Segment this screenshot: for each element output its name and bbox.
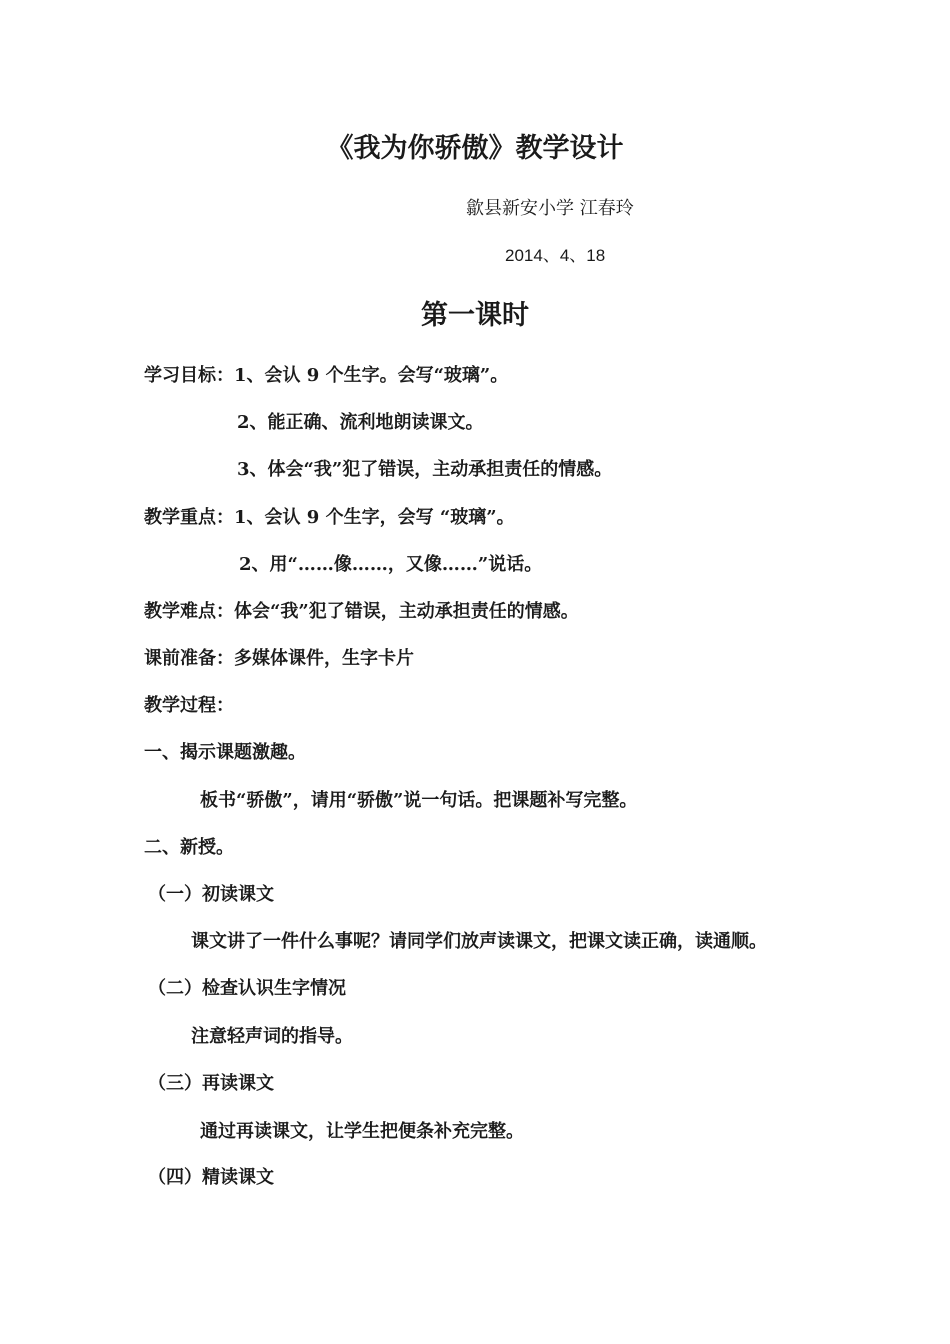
subsection-1-text: 课文讲了一件什么事呢？请同学们放声读课文，把课文读正确，读通顺。 xyxy=(191,931,767,952)
section-one-text: 板书“骄傲”，请用“骄傲”说一句话。把课题补写完整。 xyxy=(200,790,638,811)
document-title: 《我为你骄傲》教学设计 xyxy=(326,133,624,164)
subsection-2-text: 注意轻声词的指导。 xyxy=(191,1026,353,1047)
teaching-process-heading: 教学过程： xyxy=(144,695,234,716)
author-line: 歙县新安小学 江春玲 xyxy=(466,198,634,219)
subsection-2-heading: （二）检查认识生字情况 xyxy=(148,978,346,999)
section-one-heading: 一、揭示课题激趣。 xyxy=(144,742,306,763)
learning-goal-2: 2、能正确、流利地朗读课文。 xyxy=(237,412,484,433)
subsection-3-heading: （三）再读课文 xyxy=(148,1073,274,1094)
subsection-1-heading: （一）初读课文 xyxy=(148,884,274,905)
teaching-difficulty: 教学难点：体会“我”犯了错误，主动承担责任的情感。 xyxy=(144,601,579,622)
date-line: 2014、4、18 xyxy=(505,246,606,265)
lesson-heading: 第一课时 xyxy=(421,300,529,331)
learning-goal-1: 学习目标：1、会认 9 个生字。会写“玻璃”。 xyxy=(144,365,509,386)
subsection-3-text: 通过再读课文，让学生把便条补充完整。 xyxy=(200,1121,524,1142)
lesson-preparation: 课前准备：多媒体课件，生字卡片 xyxy=(144,648,414,669)
teaching-focus-2: 2、用“……像……，又像……”说话。 xyxy=(239,554,543,575)
section-two-heading: 二、新授。 xyxy=(144,837,234,858)
learning-goal-3: 3、体会“我”犯了错误，主动承担责任的情感。 xyxy=(237,459,613,480)
teaching-focus-1: 教学重点：1、会认 9 个生字，会写 “玻璃”。 xyxy=(144,507,515,528)
subsection-4-heading: （四）精读课文 xyxy=(148,1167,274,1188)
